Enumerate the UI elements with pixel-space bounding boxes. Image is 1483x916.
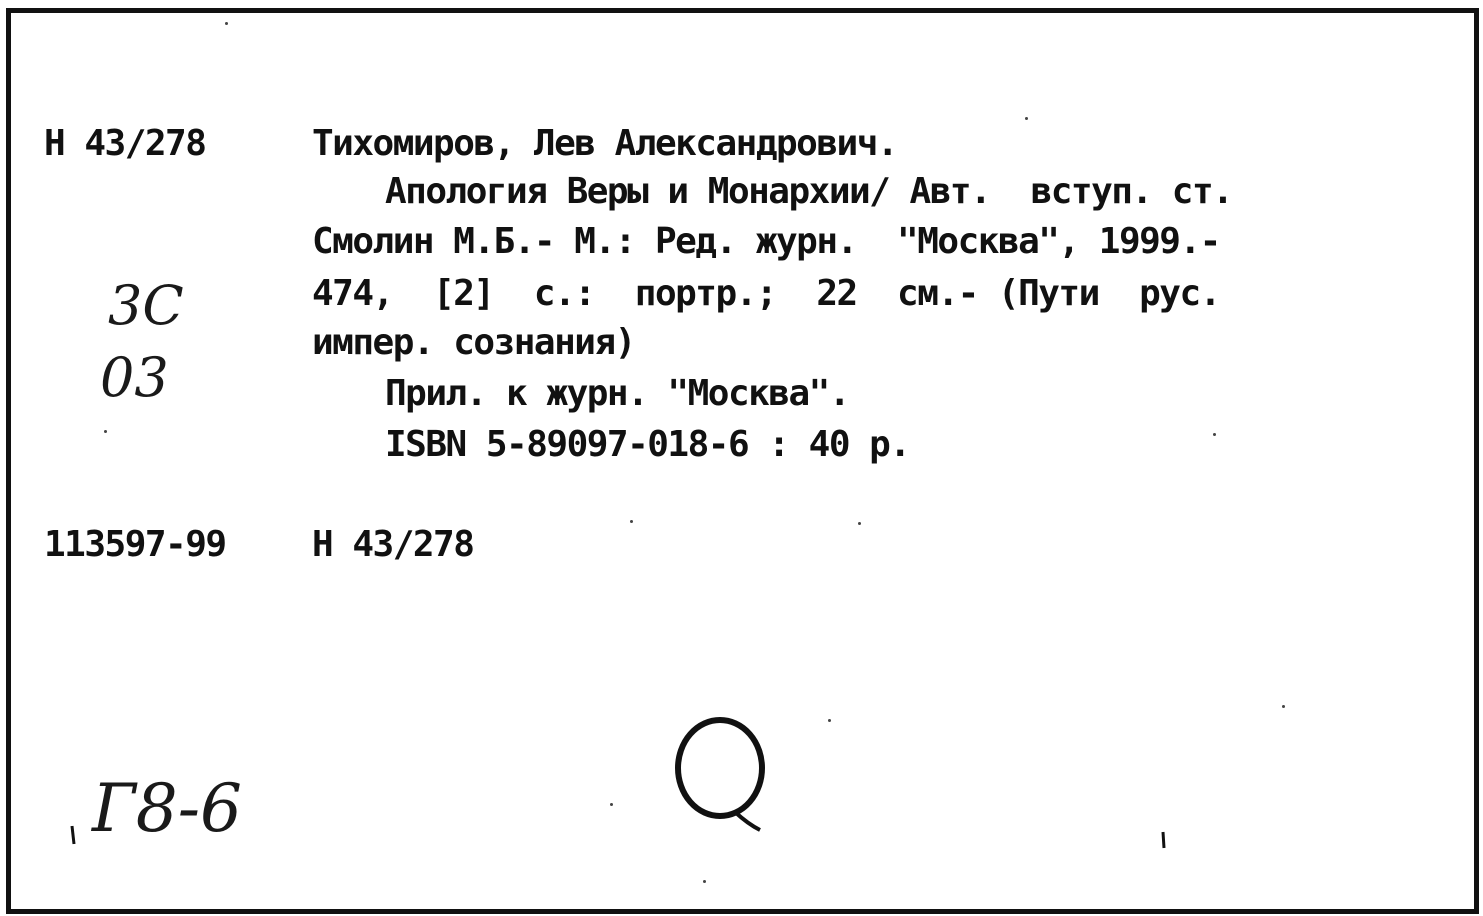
inventory-number: 113597-99 bbox=[44, 524, 226, 565]
scan-speck bbox=[1213, 433, 1216, 436]
scan-speck bbox=[858, 522, 861, 525]
scan-speck bbox=[104, 430, 107, 433]
handwritten-code-2: 03 bbox=[100, 346, 169, 409]
author-line: Тихомиров, Лев Александрович. bbox=[312, 123, 898, 164]
call-number-top: Н 43/278 bbox=[44, 123, 206, 164]
scan-speck bbox=[610, 803, 613, 806]
physical-description-line: 474, [2] с.: портр.; 22 см.- (Пути рус. bbox=[312, 273, 1220, 314]
series-line: импер. сознания) bbox=[312, 322, 635, 363]
handwritten-shelf-mark: Г8-6 bbox=[92, 770, 242, 847]
scan-speck bbox=[703, 880, 706, 883]
right-tick-mark bbox=[1163, 832, 1164, 848]
handwritten-code-1: 3С bbox=[108, 274, 184, 337]
isbn-line: ISBN 5-89097-018-6 : 40 р. bbox=[385, 424, 910, 465]
scan-speck bbox=[1025, 117, 1028, 120]
punch-hole-tail bbox=[735, 812, 760, 830]
punch-hole-circle bbox=[678, 720, 762, 816]
note-line: Прил. к журн. "Москва". bbox=[385, 373, 849, 414]
left-tick-mark bbox=[72, 826, 74, 844]
title-line: Апология Веры и Монархии/ Авт. вступ. ст. bbox=[385, 171, 1233, 212]
scan-speck bbox=[828, 719, 831, 722]
call-number-bottom: Н 43/278 bbox=[312, 524, 474, 565]
publication-line: Смолин М.Б.- М.: Ред. журн. "Москва", 1999.- bbox=[312, 221, 1220, 262]
scan-speck bbox=[1282, 705, 1285, 708]
scan-speck bbox=[630, 520, 633, 523]
scan-speck bbox=[225, 22, 228, 25]
